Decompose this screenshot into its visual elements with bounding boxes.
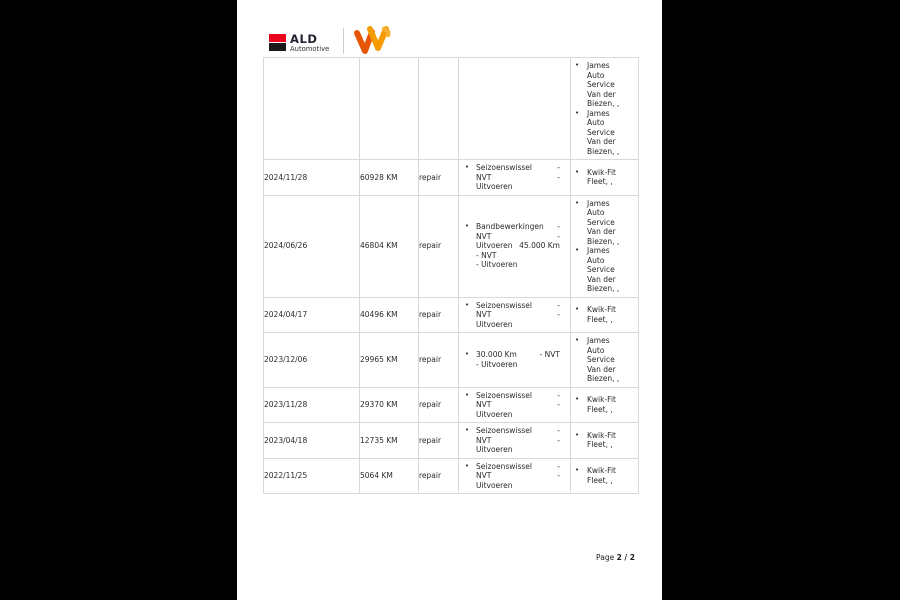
description-line xyxy=(476,310,560,320)
description-line xyxy=(476,400,560,410)
description-segment: - xyxy=(557,400,560,409)
description-segment: Seizoenswissel xyxy=(476,426,532,435)
supplier-cell xyxy=(571,458,639,494)
bullet-icon: • xyxy=(465,222,470,231)
description-lines xyxy=(476,391,560,420)
description-bullet-item xyxy=(465,163,570,192)
description-cell xyxy=(459,58,571,160)
description-segment: - xyxy=(557,390,560,400)
description-segment: - xyxy=(557,461,560,471)
description-segment: - xyxy=(557,300,560,310)
type-cell: repair xyxy=(419,160,459,196)
description-bullet-item xyxy=(465,350,570,369)
description-lines xyxy=(476,426,560,455)
supplier-cell xyxy=(571,195,639,297)
service-history-table xyxy=(263,57,639,494)
description-segment: - xyxy=(557,426,560,435)
bullet-icon: • xyxy=(575,167,580,176)
ald-automotive-logo xyxy=(269,30,329,53)
description-line xyxy=(476,471,560,481)
supplier-name: Kwik-Fit Fleet, , xyxy=(587,430,616,450)
supplier-cell xyxy=(571,333,639,388)
logo-divider xyxy=(343,28,344,54)
supplier-cell xyxy=(571,58,639,160)
supplier-bullet-item xyxy=(575,199,638,247)
table-row xyxy=(264,160,639,196)
bullet-icon: • xyxy=(575,61,580,69)
bullet-icon: • xyxy=(575,466,580,475)
description-cell xyxy=(459,160,571,196)
description-line: - Uitvoeren xyxy=(476,359,518,369)
description-segment: 30.000 Km xyxy=(476,350,517,360)
bullet-icon: • xyxy=(465,300,470,309)
supplier-name: James Auto Service Van der Biezen, , xyxy=(587,336,620,383)
supplier-bullet-item xyxy=(575,431,638,450)
description-cell xyxy=(459,387,571,423)
description-bullet-item xyxy=(465,426,570,455)
description-segment: - xyxy=(557,222,560,232)
supplier-name: Kwik-Fit Fleet, , xyxy=(587,466,616,485)
mileage-cell: 46804 KM xyxy=(360,195,419,297)
description-line xyxy=(476,241,560,251)
page-number xyxy=(596,553,635,562)
supplier-cell xyxy=(571,387,639,423)
description-line xyxy=(476,426,560,436)
service-table-body xyxy=(264,58,639,494)
table-row xyxy=(264,333,639,388)
description-segment: - xyxy=(557,172,560,182)
bullet-icon: • xyxy=(465,461,470,470)
bullet-icon: • xyxy=(575,336,580,344)
date-cell: 2022/11/25 xyxy=(264,458,360,494)
bullet-icon: • xyxy=(465,426,470,434)
description-cell xyxy=(459,195,571,297)
bullet-icon: • xyxy=(575,246,580,254)
type-cell: repair xyxy=(419,387,459,423)
supplier-bullet-item xyxy=(575,168,638,187)
date-cell: 2023/12/06 xyxy=(264,333,360,388)
description-segment: - xyxy=(557,471,560,480)
bullet-icon: • xyxy=(575,395,580,404)
supplier-bullet-item xyxy=(575,466,638,485)
description-line: Uitvoeren xyxy=(476,319,513,329)
supplier-cell xyxy=(571,423,639,459)
description-line: Uitvoeren xyxy=(476,409,513,419)
supplier-name: Kwik-Fit Fleet, , xyxy=(587,167,616,187)
supplier-cell xyxy=(571,297,639,333)
description-lines xyxy=(476,350,560,369)
mileage-cell: 60928 KM xyxy=(360,160,419,196)
description-line xyxy=(476,232,560,242)
description-cell xyxy=(459,423,571,459)
description-lines xyxy=(476,163,560,192)
supplier-name: Kwik-Fit Fleet, , xyxy=(587,395,616,414)
description-line xyxy=(476,350,560,360)
brand-subtitle: Automotive xyxy=(290,44,330,53)
mileage-cell: 5064 KM xyxy=(360,458,419,494)
table-row xyxy=(264,58,639,160)
description-segment: Seizoenswissel xyxy=(476,300,532,310)
table-row xyxy=(264,458,639,494)
type-cell: repair xyxy=(419,195,459,297)
description-bullet-item xyxy=(465,222,570,270)
description-line: Uitvoeren xyxy=(476,480,513,490)
type-cell: repair xyxy=(419,333,459,388)
document-page xyxy=(237,0,662,600)
table-row xyxy=(264,423,639,459)
description-lines xyxy=(476,301,560,330)
date-cell: 2024/11/28 xyxy=(264,160,360,196)
bullet-icon: • xyxy=(465,350,470,359)
date-cell: 2023/04/18 xyxy=(264,423,360,459)
description-segment: Seizoenswissel xyxy=(476,390,532,400)
date-cell xyxy=(264,58,360,160)
supplier-name: James Auto Service Van der Biezen, , xyxy=(587,108,620,156)
description-segment: NVT xyxy=(476,172,492,182)
description-line xyxy=(476,173,560,183)
brand-name: ALD xyxy=(290,31,318,46)
description-cell xyxy=(459,297,571,333)
mileage-cell: 29370 KM xyxy=(360,387,419,423)
mileage-cell: 12735 KM xyxy=(360,423,419,459)
description-segment: NVT xyxy=(476,400,492,409)
date-cell: 2023/11/28 xyxy=(264,387,360,423)
description-line xyxy=(476,301,560,311)
supplier-bullet-item xyxy=(575,395,638,414)
bullet-icon: • xyxy=(575,108,580,117)
supplier-name: James Auto Service Van der Biezen, , xyxy=(587,61,620,108)
description-segment: 45.000 Km xyxy=(519,241,560,251)
mileage-cell: 40496 KM xyxy=(360,297,419,333)
description-bullet-item xyxy=(465,462,570,491)
description-segment: NVT xyxy=(476,231,492,241)
type-cell xyxy=(419,58,459,160)
description-segment: - xyxy=(557,435,560,445)
description-segment: Bandbewerkingen xyxy=(476,222,544,232)
description-segment: NVT xyxy=(476,310,492,319)
supplier-bullet-item xyxy=(575,305,638,324)
description-lines xyxy=(476,462,560,491)
supplier-name: James Auto Service Van der Biezen, , xyxy=(587,246,620,293)
ald-logo-text xyxy=(290,33,329,53)
bullet-icon: • xyxy=(575,305,580,314)
description-cell xyxy=(459,333,571,388)
description-line: - NVT xyxy=(476,250,497,260)
supplier-name: James Auto Service Van der Biezen, , xyxy=(587,198,620,246)
description-segment: - xyxy=(557,231,560,241)
page-number-value: 2 / 2 xyxy=(616,553,635,562)
description-segment: Seizoenswissel xyxy=(476,163,532,172)
supplier-name: Kwik-Fit Fleet, , xyxy=(587,305,616,324)
description-segment: - NVT xyxy=(539,350,560,360)
bullet-icon: • xyxy=(465,163,470,171)
bullet-icon: • xyxy=(575,430,580,439)
description-cell xyxy=(459,458,571,494)
date-cell: 2024/06/26 xyxy=(264,195,360,297)
description-line: - Uitvoeren xyxy=(476,260,518,270)
description-segment: Uitvoeren xyxy=(476,241,513,251)
description-line xyxy=(476,163,560,173)
description-line xyxy=(476,462,560,472)
bullet-icon: • xyxy=(465,390,470,399)
table-row xyxy=(264,297,639,333)
table-row xyxy=(264,195,639,297)
description-line xyxy=(476,436,560,446)
date-cell: 2024/04/17 xyxy=(264,297,360,333)
description-lines xyxy=(476,222,560,270)
description-segment: Seizoenswissel xyxy=(476,461,532,471)
page-number-label: Page xyxy=(596,553,615,562)
description-line xyxy=(476,391,560,401)
type-cell: repair xyxy=(419,297,459,333)
supplier-bullet-item xyxy=(575,109,638,157)
mileage-cell: 29965 KM xyxy=(360,333,419,388)
description-segment: NVT xyxy=(476,471,492,480)
description-line xyxy=(476,222,560,232)
description-bullet-item xyxy=(465,391,570,420)
supplier-bullet-item xyxy=(575,61,638,109)
type-cell: repair xyxy=(419,423,459,459)
description-segment: - xyxy=(557,310,560,319)
description-line: Uitvoeren xyxy=(476,445,513,454)
header-logo-row xyxy=(269,26,393,56)
description-segment: NVT xyxy=(476,435,492,445)
description-segment: - xyxy=(557,163,560,172)
supplier-bullet-item xyxy=(575,336,638,384)
w-flame-logo xyxy=(353,24,393,56)
table-row xyxy=(264,387,639,423)
supplier-bullet-item xyxy=(575,246,638,294)
description-line: Uitvoeren xyxy=(476,182,513,191)
ald-logo-icon xyxy=(269,34,286,51)
supplier-cell xyxy=(571,160,639,196)
mileage-cell xyxy=(360,58,419,160)
description-bullet-item xyxy=(465,301,570,330)
type-cell: repair xyxy=(419,458,459,494)
bullet-icon: • xyxy=(575,198,580,207)
